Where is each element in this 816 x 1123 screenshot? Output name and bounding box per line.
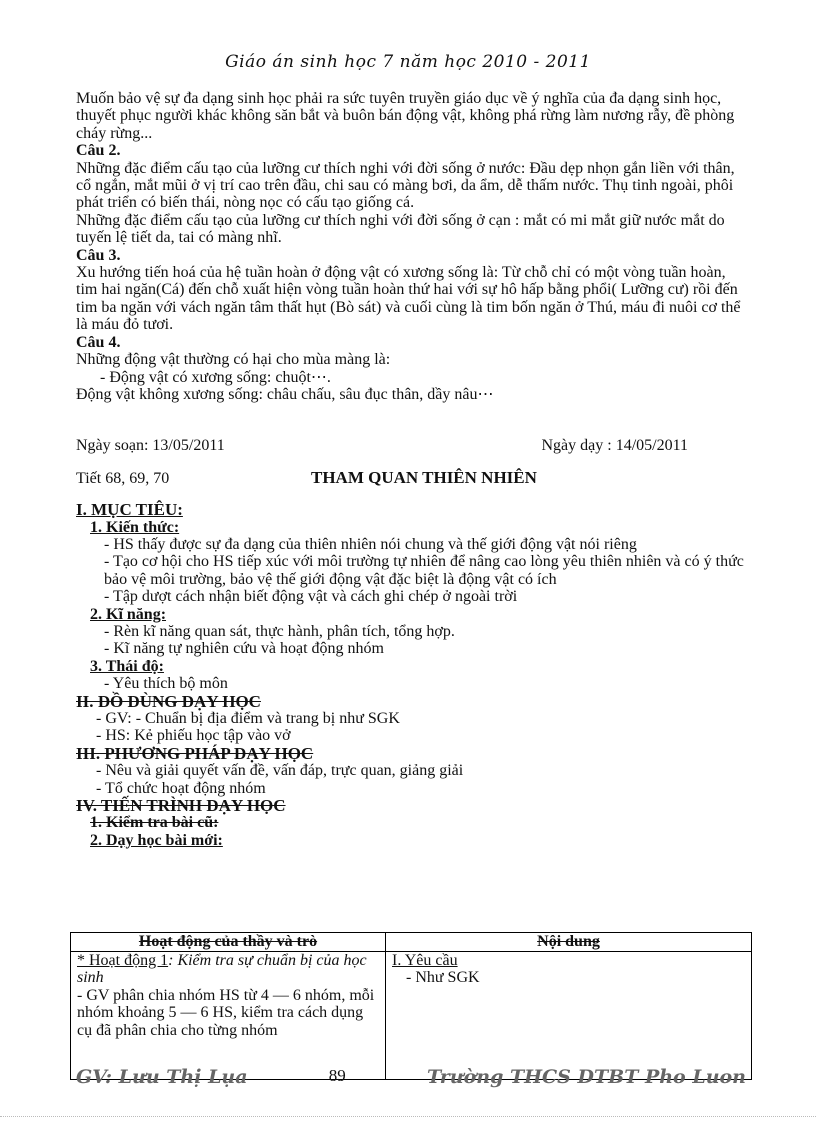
knowledge-title: 1. Kiến thức: bbox=[90, 518, 180, 536]
footer-school: Trường THCS DTBT Pho Luon bbox=[427, 1066, 746, 1088]
knowledge-item-1: - HS thấy được sự đa dạng của thiên nhiên nói chung và thế giới động vật nói riêng bbox=[104, 535, 637, 553]
question-2-paragraph-1: Những đặc điểm cấu tạo của lưỡng cư thích nghi với đời sống ở nước: Đầu dẹp nhọn gắn liền với thân, cổ ngắn, mắt mũi ở vị trí cao trên đầu, chi sau có màng bơi, da ẩm, dễ thấm nước. Thụ tinh ngoài, phôi phát triển có biến thái, nòng nọc có cấu tạo giống cá. bbox=[76, 159, 735, 212]
table-header-content: Nội dung bbox=[386, 933, 752, 952]
question-4-paragraph-3: Động vật không xương sống: châu chấu, sâu đục thân, dầy nâu⋯ bbox=[76, 385, 494, 403]
question-2-paragraph-2: Những đặc điểm cấu tạo của lưỡng cư thích nghi với đời sống ở cạn : mắt có mi mắt giữ nước mắt do tuyến lệ tiết da, tai có màng nhĩ. bbox=[76, 211, 725, 247]
activity-cell bbox=[71, 952, 386, 1080]
attitude-title: 3. Thái độ: bbox=[90, 657, 164, 675]
lesson-table bbox=[70, 932, 752, 1080]
prep-date: Ngày soạn: 13/05/2011 bbox=[76, 437, 225, 455]
section-1-title: I. MỤC TIÊU: bbox=[76, 500, 183, 520]
document-body bbox=[76, 90, 746, 849]
lesson-title: THAM QUAN THIÊN NHIÊN bbox=[311, 467, 537, 487]
page-header: Giáo án sinh học 7 năm học 2010 - 2011 bbox=[225, 52, 591, 72]
question-3-title: Câu 3. bbox=[76, 246, 121, 264]
attitude-item-1: - Yêu thích bộ môn bbox=[104, 675, 228, 693]
activity-text: - GV phân chia nhóm HS từ 4 — 6 nhóm, mỗi nhóm khoảng 5 — 6 HS, kiểm tra cách dụng cụ đã phân chia cho từng nhóm bbox=[77, 986, 375, 1039]
skills-title: 2. Kĩ năng: bbox=[90, 605, 167, 623]
section-3-item-1: - Nêu và giải quyết vấn đề, vấn đáp, trực quan, giảng giải bbox=[96, 762, 464, 780]
lesson-number: Tiết 68, 69, 70 bbox=[76, 469, 170, 487]
skills-item-2: - Kĩ năng tự nghiên cứu và hoạt động nhóm bbox=[104, 640, 384, 658]
section-2-title: II. ĐỒ DÙNG DẠY HỌC bbox=[76, 691, 261, 711]
section-3-item-2: - Tổ chức hoạt động nhóm bbox=[96, 779, 266, 797]
section-2-item-1: - GV: - Chuẩn bị địa điểm và trang bị như SGK bbox=[96, 710, 400, 727]
knowledge-item-3: - Tập dượt cách nhận biết động vật và cách ghi chép ở ngoài trời bbox=[104, 588, 518, 606]
page-number: 89 bbox=[328, 1066, 346, 1085]
section-4-item-1: 1. Kiểm tra bài cũ: bbox=[90, 814, 219, 832]
dates-row bbox=[76, 437, 746, 454]
table-row bbox=[71, 952, 752, 1080]
content-cell bbox=[386, 952, 752, 1080]
activity-label: * Hoạt động 1 bbox=[77, 952, 169, 969]
intro-paragraph: Muốn bảo vệ sự đa dạng sinh học phải ra sức tuyên truyền giáo dục về ý nghĩa của đa dạng sinh học, thuyết phục người khác không săn bắt và buôn bán động vật, không phá rừng làm nương rẫy, đề phòng cháy rừng... bbox=[76, 90, 735, 142]
question-2-title: Câu 2. bbox=[76, 142, 121, 160]
footer-teacher: GV: Lưu Thị Lụa bbox=[76, 1066, 248, 1088]
lesson-heading bbox=[76, 469, 746, 487]
content-title: I. Yêu cầu bbox=[392, 952, 458, 969]
activity-title: : Kiểm tra sự chuẩn bị của học sinh bbox=[77, 952, 367, 987]
section-4-item-2: 2. Dạy học bài mới: bbox=[90, 831, 223, 849]
question-4-paragraph-1: Những động vật thường có hại cho mùa màng là: bbox=[76, 351, 391, 369]
question-4-bullet: - Động vật có xương sống: chuột⋯. bbox=[100, 368, 331, 386]
knowledge-item-2: - Tạo cơ hội cho HS tiếp xúc với môi trường tự nhiên để nâng cao lòng yêu thiên nhiên và có ý thức bảo vệ môi trường, bảo vệ thế giới động vật đặc biệt là động vật có ích bbox=[104, 553, 744, 588]
skills-item-1: - Rèn kĩ năng quan sát, thực hành, phân tích, tổng hợp. bbox=[104, 622, 455, 640]
bottom-divider bbox=[0, 1116, 816, 1117]
section-2-item-2: - HS: Kẻ phiếu học tập vào vở bbox=[96, 727, 291, 745]
section-3-title: III. PHƯƠNG PHÁP DẠY HỌC bbox=[76, 743, 314, 763]
content-text: - Như SGK bbox=[406, 969, 480, 987]
question-4-title: Câu 4. bbox=[76, 333, 121, 351]
section-4-title: IV. TIẾN TRÌNH DẠY HỌC bbox=[76, 796, 286, 816]
teach-date: Ngày dạy : 14/05/2011 bbox=[541, 437, 688, 455]
question-3-paragraph: Xu hướng tiến hoá của hệ tuần hoàn ở động vật có xương sống là: Từ chỗ chỉ có một vòng tuần hoàn, tim hai ngăn(Cá) đến chỗ xuất hiện vòng tuần hoàn thứ hai với sự hô hấp bằng phổi( Lưỡng cư) rồi đến tim ba ngăn với vách ngăn tâm thất hụt (Bò sát) và cuối cùng là tim bốn ngăn ở Thú, máu đi nuôi cơ thể là máu đỏ tươi. bbox=[76, 264, 741, 334]
table-header-activities: Hoạt động của thầy và trò bbox=[71, 933, 386, 952]
page-footer bbox=[76, 1066, 746, 1088]
